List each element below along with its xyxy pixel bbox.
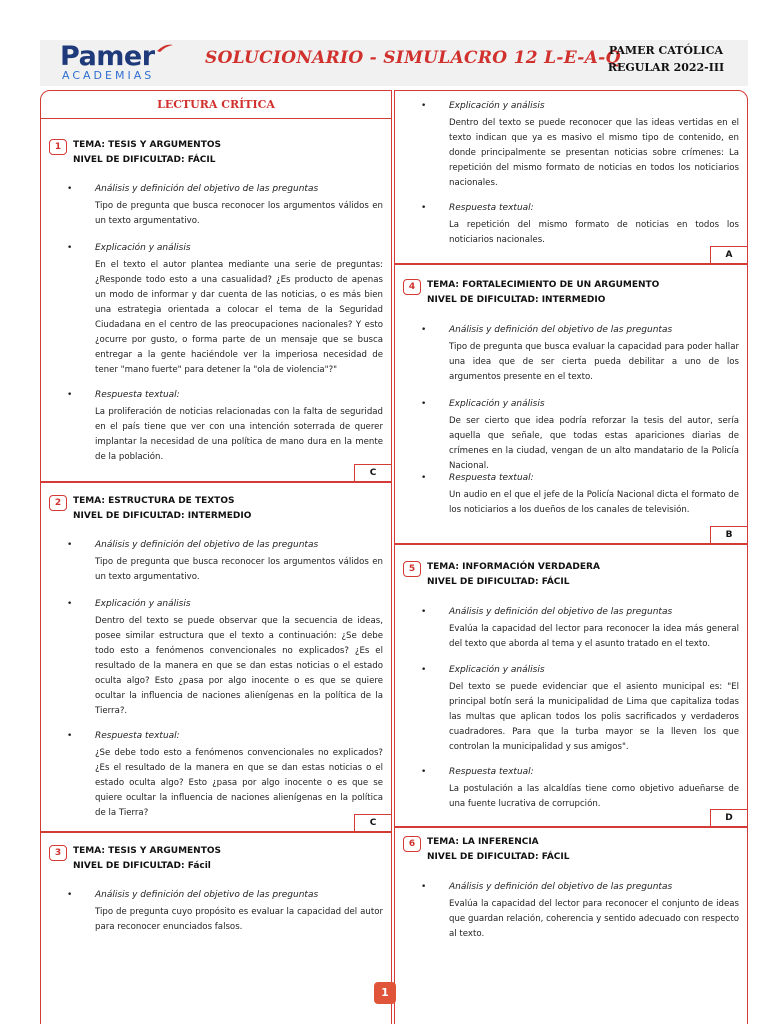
header-course-line1: PAMER CATÓLICA — [608, 44, 724, 57]
bullet-icon: • — [421, 101, 427, 111]
block-text: De ser cierto que idea podría reforzar la tesis del autor, sería aquella que señale, que todas estas apariciones diarias de crímenes en la ciudad, vengan de un alto mandatario de la Policía Nacional. — [449, 416, 739, 471]
question-level: NIVEL DE DIFICULTAD: Fácil — [73, 861, 211, 871]
bullet-icon: • — [67, 243, 73, 253]
question-level: NIVEL DE DIFICULTAD: FÁCIL — [427, 577, 570, 587]
bullet-icon: • — [421, 882, 427, 892]
block-text: La repetición del mismo formato de noticias en todos los noticiarios nacionales. — [449, 220, 739, 245]
answer-key-badge: C — [354, 814, 392, 832]
block-title: Análisis y definición del objetivo de las preguntas — [95, 540, 319, 550]
block-text: ¿Se debe todo esto a fenómenos convencionales no explicados? ¿Es el resultado de la manera en que se dan estas noticias o el estado oculta algo? Esto ¿pasa por algo inocente o es que se quiere ocultar la influencia de naciones alienígenas en la política de la Tierra? — [95, 748, 383, 818]
answer-key-badge: A — [710, 246, 748, 264]
block-text: La proliferación de noticias relacionadas con la falta de seguridad en el país tiene que ver con una intención soterrada de querer implantar la necesidad de una política de mano dura en la mente de la población. — [95, 407, 383, 462]
bullet-icon: • — [421, 607, 427, 617]
bullet-icon: • — [421, 473, 427, 483]
question-number: 2 — [49, 495, 67, 511]
bullet-icon: • — [67, 731, 73, 741]
answer-key-badge: D — [710, 809, 748, 827]
question-number: 1 — [49, 139, 67, 155]
bullet-icon: • — [421, 203, 427, 213]
block-title: Análisis y definición del objetivo de las preguntas — [95, 890, 319, 900]
answer-key-badge: C — [354, 464, 392, 482]
bullet-icon: • — [421, 325, 427, 335]
question-topic: TEMA: ESTRUCTURA DE TEXTOS — [73, 496, 235, 506]
page-number: 1 — [374, 982, 396, 1004]
question-topic: TEMA: TESIS Y ARGUMENTOS — [73, 140, 221, 150]
question-number: 4 — [403, 279, 421, 295]
block-text: Evalúa la capacidad del lector para reconocer el conjunto de ideas que guardan relación, coherencia y sentido adecuado con respecto al texto. — [449, 899, 739, 939]
question-level: NIVEL DE DIFICULTAD: INTERMEDIO — [73, 511, 252, 521]
block-title: Respuesta textual: — [449, 203, 534, 213]
answer-key-badge: B — [710, 526, 748, 544]
question-panel-4 — [394, 264, 748, 544]
question-number: 3 — [49, 845, 67, 861]
block-text: Evalúa la capacidad del lector para reconocer la idea más general del texto que aborda al tema y el asunto tratado en el texto. — [449, 624, 739, 649]
question-panel-6 — [394, 827, 748, 1024]
block-text: Dentro del texto se puede observar que la secuencia de ideas, posee similar estructura que el texto a continuación: ¿Se debe todo esto a fenómenos convencionales no explicados? ¿Es el resultado de la manera en que se dan estas noticias o el estado oculta algo? Esto ¿pasa por algo inocente o es que se quiere ocultar la influencia de naciones alienígenas en la política de la Tierra?. — [95, 616, 383, 716]
question-panel-2 — [40, 482, 392, 832]
logo-wordmark: Pamer — [60, 41, 155, 72]
block-title: Análisis y definición del objetivo de las preguntas — [449, 325, 673, 335]
bullet-icon: • — [421, 399, 427, 409]
block-title: Explicación y análisis — [95, 243, 191, 253]
question-topic: TEMA: FORTALECIMIENTO DE UN ARGUMENTO — [427, 280, 660, 290]
bullet-icon: • — [67, 390, 73, 400]
header-course-info — [606, 42, 726, 76]
block-title: Análisis y definición del objetivo de las preguntas — [449, 882, 673, 892]
header-course-line2: REGULAR 2022-III — [607, 61, 725, 74]
block-title: Respuesta textual: — [449, 473, 534, 483]
logo-swoosh-icon — [156, 43, 174, 53]
question-level: NIVEL DE DIFICULTAD: INTERMEDIO — [427, 295, 606, 305]
pamer-logo — [60, 42, 180, 84]
question-panel-3 — [40, 832, 392, 1024]
document-title: SOLUCIONARIO - SIMULACRO 12 L-E-A-Q — [205, 48, 621, 68]
block-text: En el texto el autor plantea mediante una serie de preguntas: ¿Responde todo esto a una casualidad? ¿Es producto de apenas un modo de informar y dar cuenta de las noticias, o es más bien una estrategia orientada a colocar el tema de la Seguridad Ciudadana en el centro de las preocupaciones nacionales? Y esto ¿ocurre por gusto, o forma parte de un mensaje que se busca entregar a la gente haciéndole ver la imperiosa necesidad de tener "mano fuerte" para detener la "ola de violencia"?" — [95, 260, 383, 375]
question-level: NIVEL DE DIFICULTAD: FÁCIL — [427, 852, 570, 862]
block-title: Explicación y análisis — [449, 101, 545, 111]
question-topic: TEMA: LA INFERENCIA — [427, 837, 539, 847]
bullet-icon: • — [421, 665, 427, 675]
block-text: Dentro del texto se puede reconocer que las ideas vertidas en el texto indican que ya es masivo el mismo tipo de contenido, en donde principalmente se presentan noticias sobre crímenes: La repetición del mismo formato de noticias en todos los noticiarios nacionales. — [449, 118, 739, 188]
block-text: Tipo de pregunta que busca reconocer los argumentos válidos en un texto argumentativo. — [95, 557, 383, 582]
block-text: Tipo de pregunta cuyo propósito es evaluar la capacidad del autor para reconocer enunciados falsos. — [95, 907, 383, 932]
question-panel-5 — [394, 544, 748, 827]
question-panel-1 — [40, 90, 392, 482]
section-title: LECTURA CRÍTICA — [41, 91, 391, 119]
block-title: Análisis y definición del objetivo de las preguntas — [95, 184, 319, 194]
bullet-icon: • — [421, 767, 427, 777]
logo-subtitle: ACADEMIAS — [62, 69, 155, 82]
bullet-icon: • — [67, 540, 73, 550]
block-text: Tipo de pregunta que busca evaluar la capacidad para poder hallar una idea que de ser cierta pueda debilitar a uno de los argumentos presente en el texto. — [449, 342, 739, 382]
question-panel-3-continued — [394, 90, 748, 264]
bullet-icon: • — [67, 184, 73, 194]
block-text: La postulación a las alcaldías tiene como objetivo adueñarse de una fuente lucrativa de corrupción. — [449, 784, 739, 809]
block-title: Respuesta textual: — [95, 731, 180, 741]
block-title: Explicación y análisis — [449, 399, 545, 409]
bullet-icon: • — [67, 599, 73, 609]
block-title: Análisis y definición del objetivo de las preguntas — [449, 607, 673, 617]
bullet-icon: • — [67, 890, 73, 900]
block-title: Explicación y análisis — [449, 665, 545, 675]
question-level: NIVEL DE DIFICULTAD: FÁCIL — [73, 155, 216, 165]
block-text: Del texto se puede evidenciar que el asiento municipal es: "El principal botín será la municipalidad de Lima que capitaliza todas las multas que aplican todos los polis sacrificados y verdaderos cuadradores. Para que la turba mayor se la lleven los que controlan la municipalidad y sus amigos". — [449, 682, 739, 752]
question-number: 6 — [403, 836, 421, 852]
block-title: Explicación y análisis — [95, 599, 191, 609]
block-title: Respuesta textual: — [95, 390, 180, 400]
question-number: 5 — [403, 561, 421, 577]
block-text: Tipo de pregunta que busca reconocer los argumentos válidos en un texto argumentativo. — [95, 201, 383, 226]
block-text: Un audio en el que el jefe de la Policía Nacional dicta el formato de los noticiarios a los dueños de los canales de televisión. — [449, 490, 739, 515]
block-title: Respuesta textual: — [449, 767, 534, 777]
question-topic: TEMA: INFORMACIÓN VERDADERA — [427, 562, 600, 572]
question-topic: TEMA: TESIS Y ARGUMENTOS — [73, 846, 221, 856]
page-header — [40, 40, 748, 86]
